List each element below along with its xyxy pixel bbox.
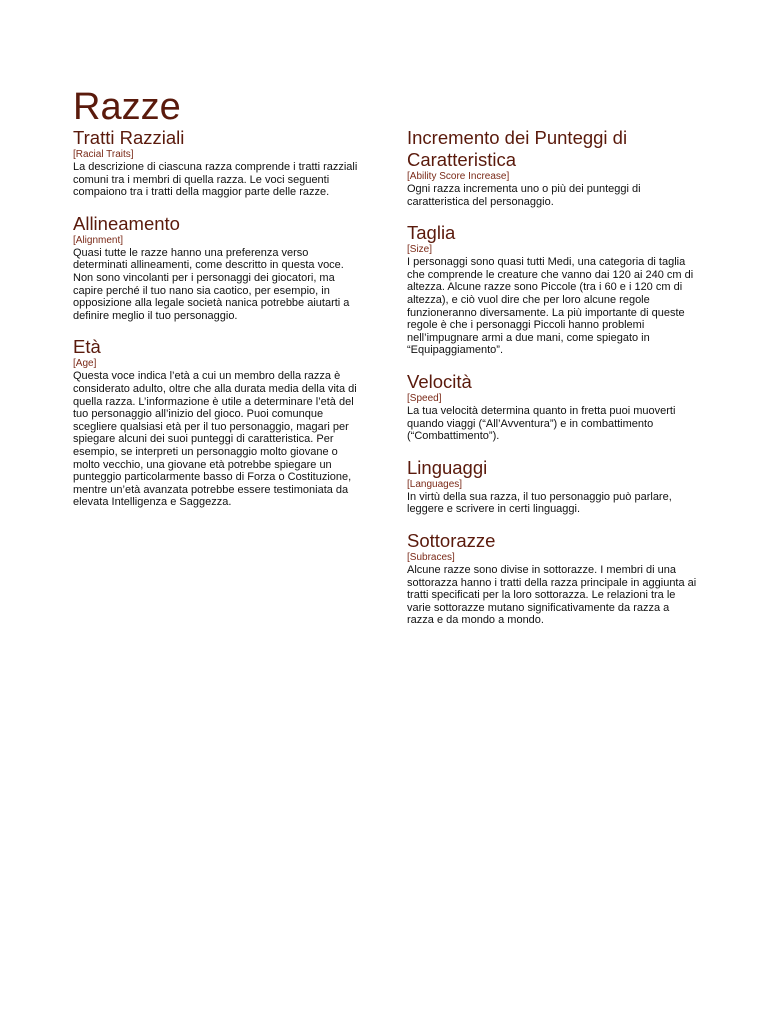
section-body: Quasi tutte le razze hanno una preferenza verso determinati allineamenti, come descritto in questa voce. Non sono vincolanti per i personaggi dei giocatori, ma capire perché il tuo nano sia caotico, per esempio, in opposizione alla legale società nanica potrebbe aiutarti a definire meglio il tuo personaggio. bbox=[73, 246, 350, 322]
section-subtitle: [Size] bbox=[407, 244, 433, 256]
section-title: Allineamento bbox=[73, 212, 180, 234]
section-ability-score-increase bbox=[407, 127, 697, 208]
section-title: Taglia bbox=[407, 222, 456, 244]
section-body: Alcune razze sono divise in sottorazze. I membri di una sottorazza hanno i tratti della razza principale in aggiunta ai tratti specificati per la loro sottorazza. Le relazioni tra le varie sottorazze mutano significativamente da razza a razza e da mondo a mondo. bbox=[407, 563, 697, 627]
section-subtitle: [Racial Traits] bbox=[73, 149, 134, 160]
section-title: Incremento dei Punteggi di Caratteristica bbox=[407, 127, 628, 170]
section-languages bbox=[407, 457, 697, 516]
section-body: In virtù della sua razza, il tuo personaggio può parlare, leggere e scrivere in certi linguaggi. bbox=[407, 490, 672, 516]
section-body: La descrizione di ciascuna razza comprende i tratti razziali comuni tra i membri di quella razza. Le voci seguenti compaiono tra i tratti della maggior parte delle razze. bbox=[73, 161, 358, 199]
section-title: Tratti Razziali bbox=[73, 127, 185, 148]
section-body: I personaggi sono quasi tutti Medi, una categoria di taglia che comprende le creature che vanno dai 120 ai 240 cm di altezza. Alcune razze sono Piccole (tra i 60 e i 120 cm di altezza), e ciò vuol dire che per loro alcune regole funzioneranno diversamente. La più importante di queste regole è che i personaggi Piccoli hanno problemi nell’impugnare armi a due mani, come spiegato in “Equipaggiamento”. bbox=[407, 256, 694, 357]
page-title: Razze bbox=[73, 86, 181, 128]
section-subtitle: [Age] bbox=[73, 358, 97, 370]
section-title: Linguaggi bbox=[407, 456, 488, 478]
section-alignment bbox=[73, 213, 365, 323]
section-speed bbox=[407, 371, 697, 443]
section-body: Ogni razza incrementa uno o più dei punteggi di caratteristica del personaggio. bbox=[407, 183, 641, 208]
section-body: La tua velocità determina quanto in fretta puoi muoverti quando viaggi (“All’Avventura”) e in combattimento (“Combattimento”). bbox=[407, 404, 676, 443]
section-title: Età bbox=[73, 336, 101, 358]
section-subtitle: [Alignment] bbox=[73, 234, 124, 246]
section-title: Velocità bbox=[407, 370, 472, 392]
left-column bbox=[73, 127, 365, 523]
right-column bbox=[407, 127, 697, 641]
section-subtitle: [Subraces] bbox=[407, 551, 455, 563]
section-racial-traits bbox=[73, 127, 365, 199]
section-size bbox=[407, 222, 697, 357]
section-age bbox=[73, 336, 365, 509]
section-subtitle: [Speed] bbox=[407, 392, 442, 404]
section-body: Questa voce indica l’età a cui un membro della razza è considerato adulto, oltre che alla durata media della vita di quella razza. L’informazione è utile a determinare l’età del tuo personaggio all’inizio del gioco. Puoi comunque scegliere qualsiasi età per il tuo personaggio, magari per spiegare alcuni dei suoi punteggi di caratteristica. Per esempio, se interpreti un personaggio molto giovane o molto vecchio, una giovane età potrebbe spiegare un punteggio particolarmente basso di Forza o Costituzione, mentre un’età avanzata potrebbe essere testimoniata da elevata Intelligenza e Saggezza. bbox=[73, 370, 357, 509]
section-subtitle: [Languages] bbox=[407, 478, 463, 490]
section-subraces bbox=[407, 530, 697, 627]
section-title: Sottorazze bbox=[407, 529, 496, 551]
section-subtitle: [Ability Score Increase] bbox=[407, 171, 510, 182]
